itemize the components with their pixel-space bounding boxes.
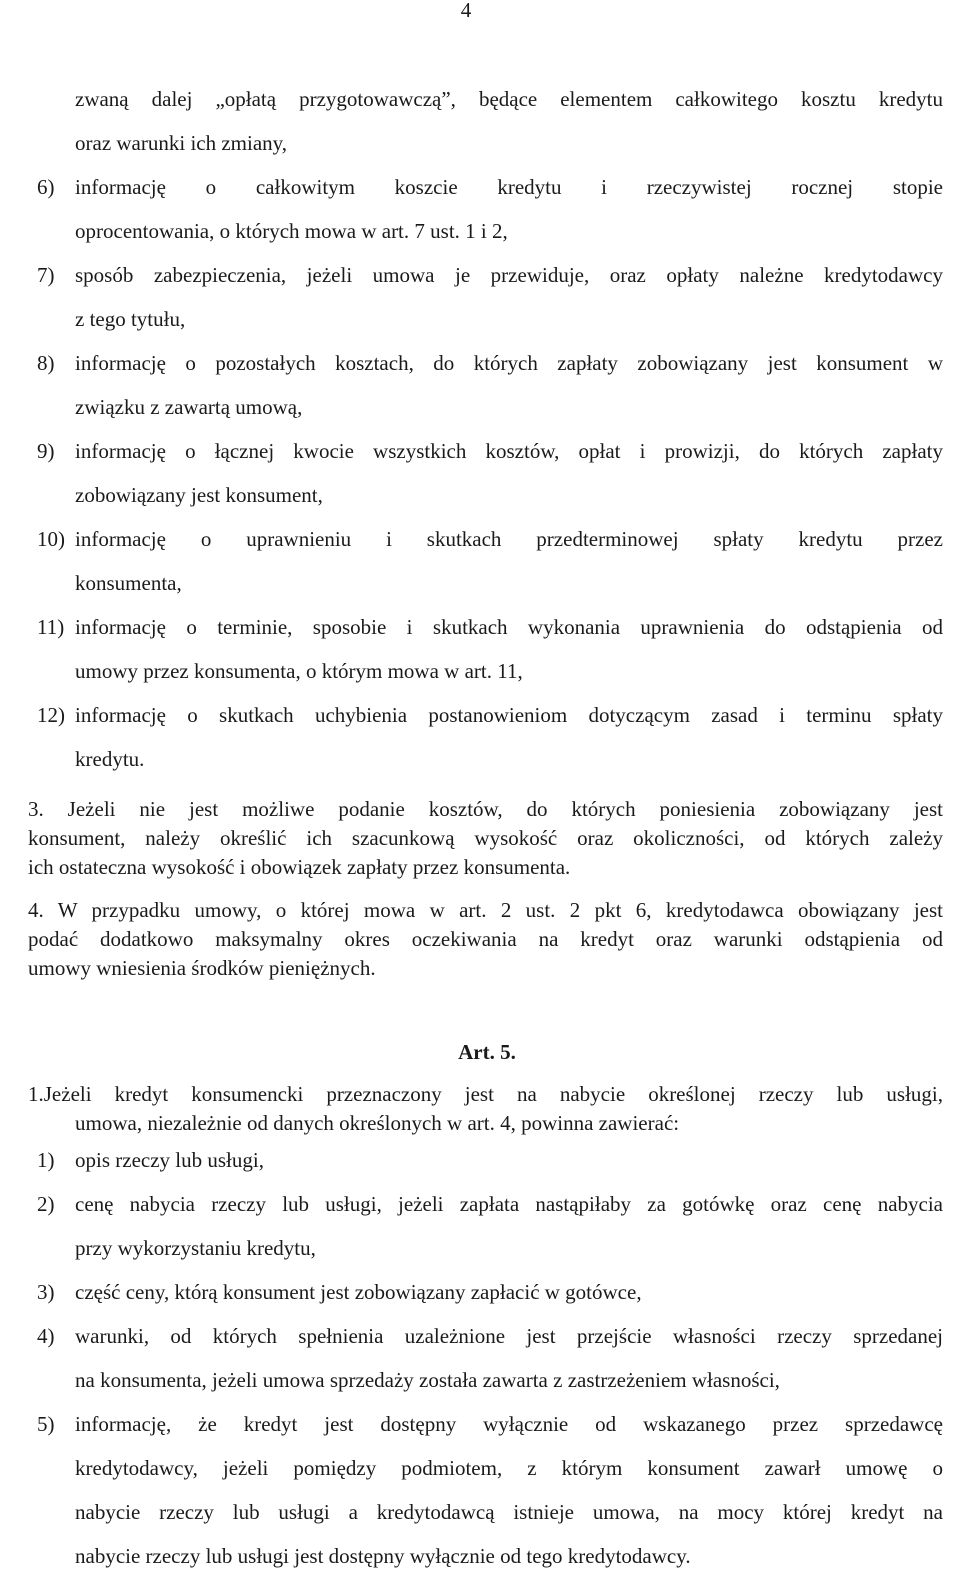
art5-item-5-line-4: nabycie rzeczy lub usługi jest dostępny wyłącznie od tego kredytodawcy.	[75, 1544, 691, 1568]
art5-item-5-line-2: kredytodawcy, jeżeli pomiędzy podmiotem, z którym konsument zawarł umowę o	[75, 1456, 943, 1480]
item-8-line-1: informację o pozostałych kosztach, do których zapłaty zobowiązany jest konsument w	[75, 351, 943, 375]
para-3-line-2: konsument, należy określić ich szacunkową wysokość oraz okoliczności, od których zależy	[28, 826, 943, 850]
item-9-number: 9)	[37, 439, 55, 463]
art5-item-4-number: 4)	[37, 1324, 55, 1348]
para-4-line-2: podać dodatkowo maksymalny okres oczekiwania na kredyt oraz warunki odstąpienia od	[28, 927, 943, 951]
item-6-line-2: oprocentowania, o których mowa w art. 7 ust. 1 i 2,	[75, 219, 508, 243]
item-11-line-2: umowy przez konsumenta, o którym mowa w art. 11,	[75, 659, 523, 683]
art5-item-4-line-2: na konsumenta, jeżeli umowa sprzedaży została zawarta z zastrzeżeniem własności,	[75, 1368, 780, 1392]
item-10-line-1: informację o uprawnieniu i skutkach przedterminowej spłaty kredytu przez	[75, 527, 943, 551]
item-7-line-2: z tego tytułu,	[75, 307, 186, 331]
art5-item-5-number: 5)	[37, 1412, 55, 1436]
para-3-line-1: 3. Jeżeli nie jest możliwe podanie kosztów, do których poniesienia zobowiązany jest	[28, 797, 943, 821]
para-4-line-1: 4. W przypadku umowy, o której mowa w art. 2 ust. 2 pkt 6, kredytodawca obowiązany jest	[28, 898, 943, 922]
para-4-line-3: umowy wniesienia środków pieniężnych.	[28, 956, 376, 980]
page-number: 4	[460, 0, 472, 22]
item-12-line-2: kredytu.	[75, 747, 145, 771]
continuation-line-2: oraz warunki ich zmiany,	[75, 131, 288, 155]
art5-item-5-line-1: informację, że kredyt jest dostępny wyłącznie od wskazanego przez sprzedawcę	[75, 1412, 943, 1436]
item-7-number: 7)	[37, 263, 55, 287]
continuation-line-1: zwaną dalej „opłatą przygotowawczą”, będące elementem całkowitego kosztu kredytu	[75, 87, 943, 111]
article-title: Art. 5.	[458, 1040, 516, 1064]
item-6-number: 6)	[37, 175, 55, 199]
art5-item-2-line-2: przy wykorzystaniu kredytu,	[75, 1236, 316, 1260]
art5-item-4-line-1: warunki, od których spełnienia uzależnione jest przejście własności rzeczy sprzedanej	[75, 1324, 943, 1348]
art5-item-1-number: 1)	[37, 1148, 55, 1172]
item-9-line-1: informację o łącznej kwocie wszystkich kosztów, opłat i prowizji, do których zapłaty	[75, 439, 943, 463]
item-8-line-2: związku z zawartą umową,	[75, 395, 303, 419]
art5-item-2-number: 2)	[37, 1192, 55, 1216]
item-10-number: 10)	[37, 527, 65, 551]
art5-item-1-line-1: opis rzeczy lub usługi,	[75, 1148, 264, 1172]
item-7-line-1: sposób zabezpieczenia, jeżeli umowa je przewiduje, oraz opłaty należne kredytodawcy	[75, 263, 943, 287]
item-11-line-1: informację o terminie, sposobie i skutkach wykonania uprawnienia do odstąpienia od	[75, 615, 943, 639]
item-12-number: 12)	[37, 703, 65, 727]
item-11-number: 11)	[37, 615, 65, 639]
art5-intro-line-1: 1.Jeżeli kredyt konsumencki przeznaczony jest na nabycie określonej rzeczy lub usługi,	[28, 1082, 943, 1106]
art5-intro-line-2: umowa, niezależnie od danych określonych w art. 4, powinna zawierać:	[75, 1111, 680, 1135]
art5-item-3-line-1: część ceny, którą konsument jest zobowiązany zapłacić w gotówce,	[75, 1280, 642, 1304]
item-9-line-2: zobowiązany jest konsument,	[75, 483, 323, 507]
para-3-line-3: ich ostateczna wysokość i obowiązek zapłaty przez konsumenta.	[28, 855, 571, 879]
item-6-line-1: informację o całkowitym koszcie kredytu i rzeczywistej rocznej stopie	[75, 175, 943, 199]
art5-item-3-number: 3)	[37, 1280, 55, 1304]
item-12-line-1: informację o skutkach uchybienia postanowieniom dotyczącym zasad i terminu spłaty	[75, 703, 943, 727]
art5-item-2-line-1: cenę nabycia rzeczy lub usługi, jeżeli zapłata nastąpiłaby za gotówkę oraz cenę nabycia	[75, 1192, 943, 1216]
item-8-number: 8)	[37, 351, 55, 375]
art5-item-5-line-3: nabycie rzeczy lub usługi a kredytodawcą istnieje umowa, na mocy której kredyt na	[75, 1500, 943, 1524]
item-10-line-2: konsumenta,	[75, 571, 182, 595]
